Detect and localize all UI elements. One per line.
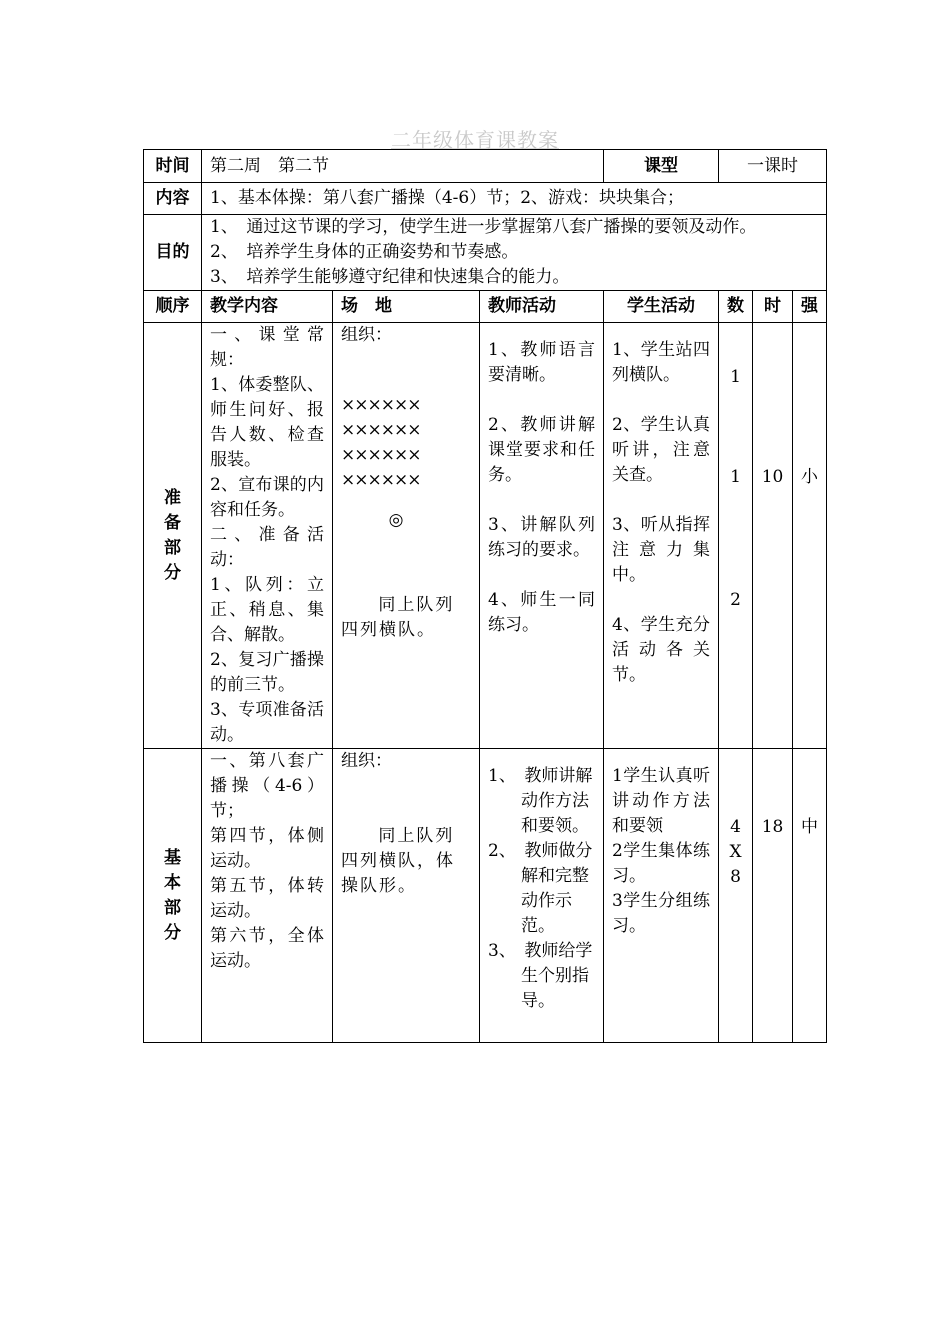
goal-list <box>202 215 827 291</box>
section-venue: 组织： 同上队列四列横队，体操队形。 <box>333 749 480 1043</box>
section-label: 准 备 部 分 <box>144 323 202 749</box>
section-student-activity: 1、学生站四列横队。 2、学生认真听讲，注意关查。 3、听从指挥注意力集中。 4、学生充分活动各关节。 <box>604 323 719 749</box>
time-row <box>144 150 827 183</box>
goal-label: 目的 <box>144 215 202 291</box>
section-label: 基 本 部 分 <box>144 749 202 1043</box>
content-row <box>144 183 827 215</box>
type-value: 一课时 <box>719 150 827 183</box>
section-intensity: 中 <box>793 749 827 1043</box>
section-count: 1 1 2 <box>719 323 753 749</box>
section-student-activity: 1学生认真听讲动作方法和要领 2学生集体练习。 3学生分组练习。 <box>604 749 719 1043</box>
section-content: 一、第八套广播操（4-6）节； 第四节，体侧运动。 第五节，体转运动。 第六节，全体运动。 <box>202 749 333 1043</box>
formation-grid: ×××××× ×××××× ×××××× ×××××× <box>341 395 421 490</box>
goal-item: 2、 培养学生身体的正确姿势和节奏感。 <box>210 242 519 262</box>
col-venue: 场 地 <box>333 291 480 323</box>
section-count: 4 X 8 <box>719 749 753 1043</box>
section-teacher-activity: 1、 教师讲解动作方法和要领。 2、 教师做分解和完整动作示范。 3、 教师给学生个别指导。 <box>480 749 604 1043</box>
column-header-row <box>144 291 827 323</box>
content-label: 内容 <box>144 183 202 215</box>
goal-item: 3、 培养学生能够遵守纪律和快速集合的能力。 <box>210 267 570 287</box>
goal-item: 1、 通过这节课的学习，使学生进一步掌握第八套广播操的要领及动作。 <box>210 217 757 237</box>
section-venue: 组织： ×××××× ×××××× ×××××× ×××××× ◎ 同上队列四列横队。 <box>333 323 480 749</box>
section-teacher-activity: 1、教师语言要清晰。 2、教师讲解课堂要求和任务。 3、讲解队列练习的要求。 4、师生一同练习。 <box>480 323 604 749</box>
col-teaching-content: 教学内容 <box>202 291 333 323</box>
lesson-plan-table <box>143 149 827 1043</box>
col-student-activity: 学生活动 <box>604 291 719 323</box>
section-preparation <box>144 323 827 749</box>
time-label: 时间 <box>144 150 202 183</box>
col-time: 时 <box>753 291 793 323</box>
section-content: 一、课堂常规： 1、体委整队、师生问好、报告人数、检查服装。 2、宣布课的内容和任务。 二、准备活动： 1、队列：立正、稍息、集合、解散。 2、复习广播操的前三节。 3、专项准备活动。 <box>202 323 333 749</box>
col-intensity: 强 <box>793 291 827 323</box>
section-time: 18 <box>753 749 793 1043</box>
section-basic <box>144 749 827 1043</box>
section-time: 10 <box>753 323 793 749</box>
time-value: 第二周 第二节 <box>202 150 604 183</box>
col-count: 数 <box>719 291 753 323</box>
content-value: 1、基本体操：第八套广播操（4-6）节；2、游戏：块块集合； <box>202 183 827 215</box>
type-label: 课型 <box>604 150 719 183</box>
section-intensity: 小 <box>793 323 827 749</box>
col-teacher-activity: 教师活动 <box>480 291 604 323</box>
col-order: 顺序 <box>144 291 202 323</box>
page-title: 二年级体育课教案 <box>391 128 559 152</box>
teacher-position-mark: ◎ <box>388 510 404 530</box>
goal-row <box>144 215 827 291</box>
